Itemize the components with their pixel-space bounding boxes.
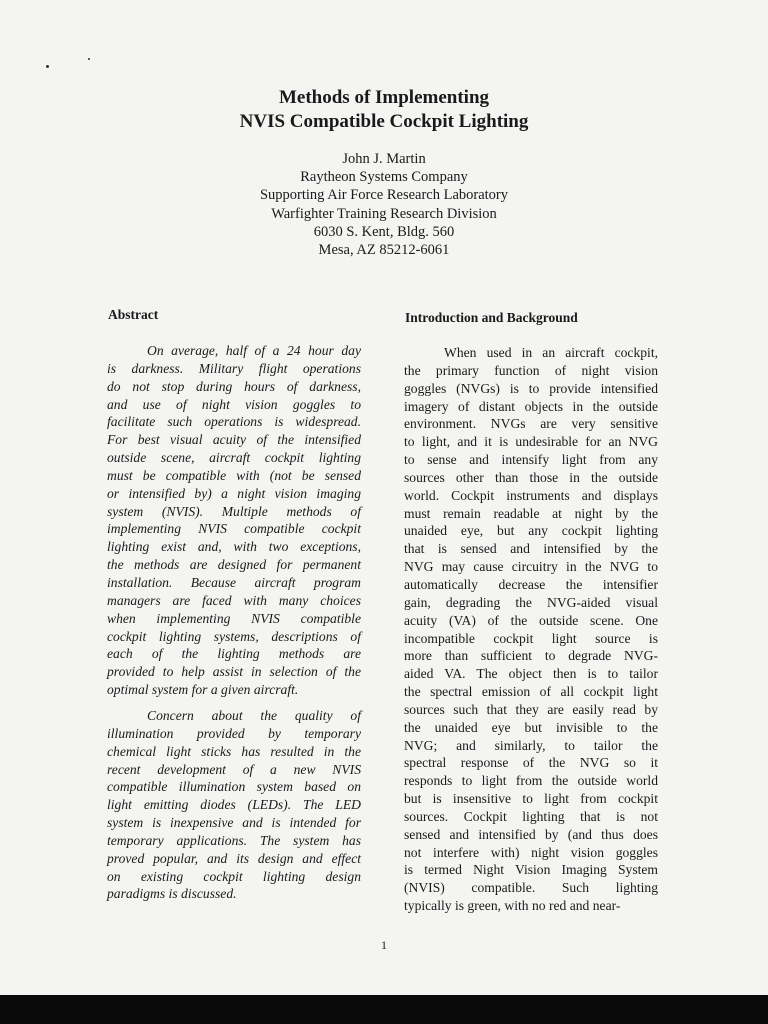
text-line: spectral response of the NVG so it	[404, 755, 658, 771]
scan-speck	[46, 65, 49, 68]
text-line: system (NVIS). Multiple methods of	[107, 503, 361, 519]
text-line: acuity (VA) of the outside scene. One	[404, 612, 658, 628]
text-line: temporary applications. The system has	[107, 832, 361, 848]
text-line: chemical light sticks has resulted in the	[107, 743, 361, 759]
text-line: the spectral emission of all cockpit light	[404, 684, 658, 700]
scan-bottom-edge	[0, 995, 768, 1024]
text-line: implementing NVIS compatible cockpit	[107, 521, 361, 537]
text-line: gain, degrading the NVG-aided visual	[404, 594, 658, 610]
text-line: imagery of distant objects in the outside	[404, 398, 658, 414]
text-line: illumination provided by temporary	[107, 725, 361, 741]
text-line: the primary function of night vision	[404, 362, 658, 378]
text-line: not interfere with) night vision goggles	[404, 844, 658, 860]
text-line: managers are faced with many choices	[107, 592, 361, 608]
text-line: aided VA. The object then is to tailor	[404, 666, 658, 682]
author-affiliation: Raytheon Systems Company	[300, 169, 468, 186]
text-line: on existing cockpit lighting design	[107, 868, 361, 884]
text-line: and use of night vision goggles to	[107, 396, 361, 412]
text-line: goggles (NVGs) is to provide intensified	[404, 380, 658, 396]
text-line: When used in an aircraft cockpit,	[444, 345, 658, 360]
page-number: 1	[381, 938, 387, 952]
text-line: outside scene, aircraft cockpit lighting	[107, 450, 361, 466]
text-line: sources such that they are easily read by	[404, 701, 658, 717]
text-line: sensed and intensified by (and thus does	[404, 826, 658, 842]
text-line: paradigms is discussed.	[107, 886, 237, 902]
text-line: recent development of a new NVIS	[107, 761, 361, 777]
text-line: NVG; and similarly, to tailor the	[404, 737, 658, 753]
text-line: is darkness. Military flight operations	[107, 360, 361, 376]
text-line: responds to light from the outside world	[404, 773, 658, 789]
text-line: Concern about the quality of	[147, 708, 361, 723]
author-affiliation: Warfighter Training Research Division	[271, 205, 497, 222]
text-line: compatible illumination system based on	[107, 779, 361, 795]
text-line: unaided eye, but any cockpit lighting	[404, 523, 658, 539]
intro-paragraph	[404, 344, 658, 915]
paper-title-line-2: NVIS Compatible Cockpit Lighting	[239, 111, 529, 132]
text-line: (NVIS) compatible. Such lighting	[404, 880, 658, 896]
text-line: world. Cockpit instruments and displays	[404, 487, 658, 503]
text-line: NVG may cause circuitry in the NVG to	[404, 559, 658, 575]
text-line: lighting exist and, with two exceptions,	[107, 539, 361, 555]
text-line: automatically decrease the intensifier	[404, 576, 658, 592]
text-line: the methods are designed for permanent	[107, 557, 361, 573]
text-line: On average, half of a 24 hour day	[147, 343, 361, 358]
text-line: the unaided eye but invisible to the	[404, 719, 658, 735]
text-line: more than sufficient to degrade NVG-	[404, 648, 658, 664]
text-line: must remain readable at night by the	[404, 505, 658, 521]
intro-heading: Introduction and Background	[405, 310, 578, 325]
text-line: provided to help assist in selection of the	[107, 664, 361, 680]
scan-speck	[88, 58, 90, 60]
text-line: to light, and it is undesirable for an NVG	[404, 434, 658, 450]
text-line: to sense and intensify light from any	[404, 452, 658, 468]
text-line: sources other than those in the outside	[404, 469, 658, 485]
text-line: or intensified by) a night vision imaging	[107, 485, 361, 501]
text-line: proved popular, and its design and effect	[107, 850, 361, 866]
abstract-paragraph-2	[107, 707, 361, 903]
abstract-heading: Abstract	[108, 307, 159, 322]
text-line: cockpit lighting systems, descriptions of	[107, 628, 361, 644]
author-address: Mesa, AZ 85212-6061	[318, 242, 450, 259]
text-line: do not stop during hours of darkness,	[107, 378, 361, 394]
text-line: installation. Because aircraft program	[107, 574, 361, 590]
text-line: is termed Night Vision Imaging System	[404, 862, 658, 878]
text-line: system is inexpensive and is intended for	[107, 815, 361, 831]
text-line: but is insensitive to light from cockpit	[404, 791, 658, 807]
author-address: 6030 S. Kent, Bldg. 560	[313, 223, 455, 240]
text-line: that is sensed and intensified by the	[404, 541, 658, 557]
text-line: incompatible cockpit light source is	[404, 630, 658, 646]
text-line: optimal system for a given aircraft.	[107, 682, 299, 698]
text-line: facilitate such operations is widespread.	[107, 414, 361, 430]
text-line: each of the lighting methods are	[107, 646, 361, 662]
author-block	[0, 150, 768, 259]
author-affiliation: Supporting Air Force Research Laboratory	[259, 187, 509, 204]
text-line: when implementing NVIS compatible	[107, 610, 361, 626]
paper-title-line-1: Methods of Implementing	[278, 87, 490, 108]
text-line: typically is green, with no red and near-	[404, 898, 621, 914]
author-name: John J. Martin	[342, 151, 426, 167]
text-line: must be compatible with (not be sensed	[107, 467, 361, 483]
abstract-paragraph-1	[107, 342, 361, 699]
text-line: sources. Cockpit lighting that is not	[404, 808, 658, 824]
text-line: light emitting diodes (LEDs). The LED	[107, 797, 361, 813]
text-line: environment. NVGs are very sensitive	[404, 416, 658, 432]
text-line: For best visual acuity of the intensified	[107, 432, 361, 448]
